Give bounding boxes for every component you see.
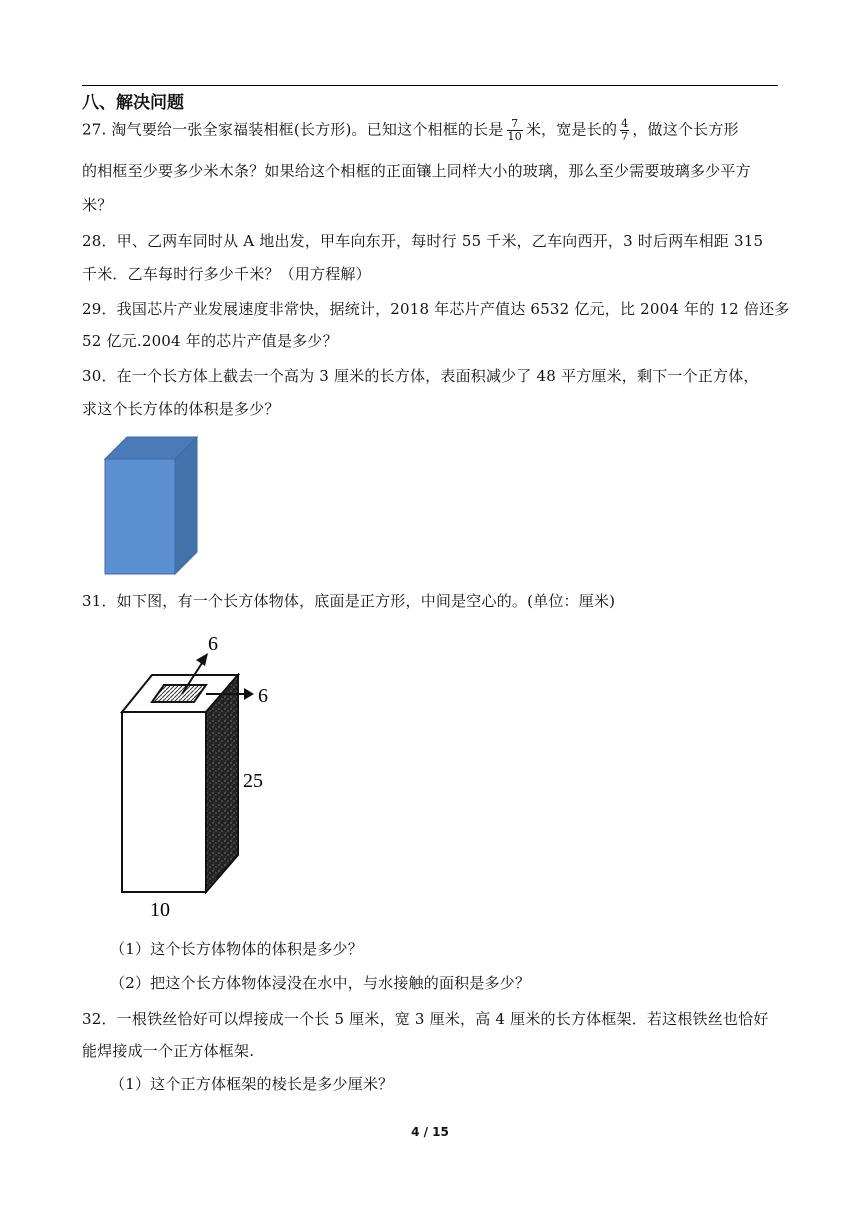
q27-line3: 米？ [82,196,113,214]
q27-line1 [82,118,739,143]
cuboid-figure [105,437,205,575]
q31-sub2: （2）把这个长方体物体浸没在水中，与水接触的面积是多少？ [110,974,531,992]
header-rule [82,85,778,86]
q27-line2: 的相框至少要多少米木条？如果给这个相框的正面镶上同样大小的玻璃，那么至少需要玻璃多少平方 [82,162,751,180]
q27-text-b: 米，宽是长的 [525,120,618,139]
fraction-7-10 [507,118,523,143]
q32-sub1: （1）这个正方体框架的棱长是多少厘米？ [110,1075,394,1093]
hollow-cuboid-figure [110,630,310,930]
q29-line2: 52 亿元.2004 年的芯片产值是多少？ [82,332,338,350]
q31-line1: 31．如下图，有一个长方体物体，底面是正方形，中间是空心的。(单位：厘米) [82,592,616,610]
fraction-4-7 [620,118,629,143]
q32-line1: 32．一根铁丝恰好可以焊接成一个长 5 厘米，宽 3 厘米，高 4 厘米的长方体框架．若这根铁丝也恰好 [82,1010,769,1028]
q30-line2: 求这个长方体的体积是多少？ [82,400,280,418]
section-title: 八、解决问题 [82,93,184,113]
side-face [206,675,238,892]
q28-line1: 28．甲、乙两车同时从 A 地出发，甲车向东开，每时行 55 千米，乙车向西开，3 时后两车相距 315 [82,232,764,250]
fraction-numerator: 4 [621,117,629,130]
fraction-denominator: 10 [507,130,522,143]
q28-line2: 千米．乙车每时行多少千米？（用方程解） [82,265,371,283]
cuboid-side-face [175,437,197,574]
arrow-right-head [244,688,254,700]
label-height: 25 [243,770,263,792]
page-number: 4 / 15 [411,1125,449,1139]
front-face [122,712,206,892]
q31-sub1: （1）这个长方体物体的体积是多少？ [110,940,363,958]
q27-text-a: 27. 淘气要给一张全家福装相框(长方形)。已知这个相框的长是 [82,120,504,139]
label-bottom: 10 [150,899,170,921]
cuboid-front-face [105,459,175,574]
q32-line2: 能焊接成一个正方体框架. [82,1042,255,1060]
fraction-denominator: 7 [621,130,629,143]
q30-line1: 30．在一个长方体上截去一个高为 3 厘米的长方体，表面积减少了 48 平方厘米，剩下一个正方体， [82,367,759,385]
q27-text-c: ，做这个长方形 [632,120,739,139]
fraction-numerator: 7 [507,118,523,131]
label-right: 6 [258,685,268,707]
q29-line1: 29．我国芯片产业发展速度非常快，据统计，2018 年芯片产值达 6532 亿元，比 2004 年的 12 倍还多 [82,300,790,318]
label-top: 6 [208,633,218,655]
